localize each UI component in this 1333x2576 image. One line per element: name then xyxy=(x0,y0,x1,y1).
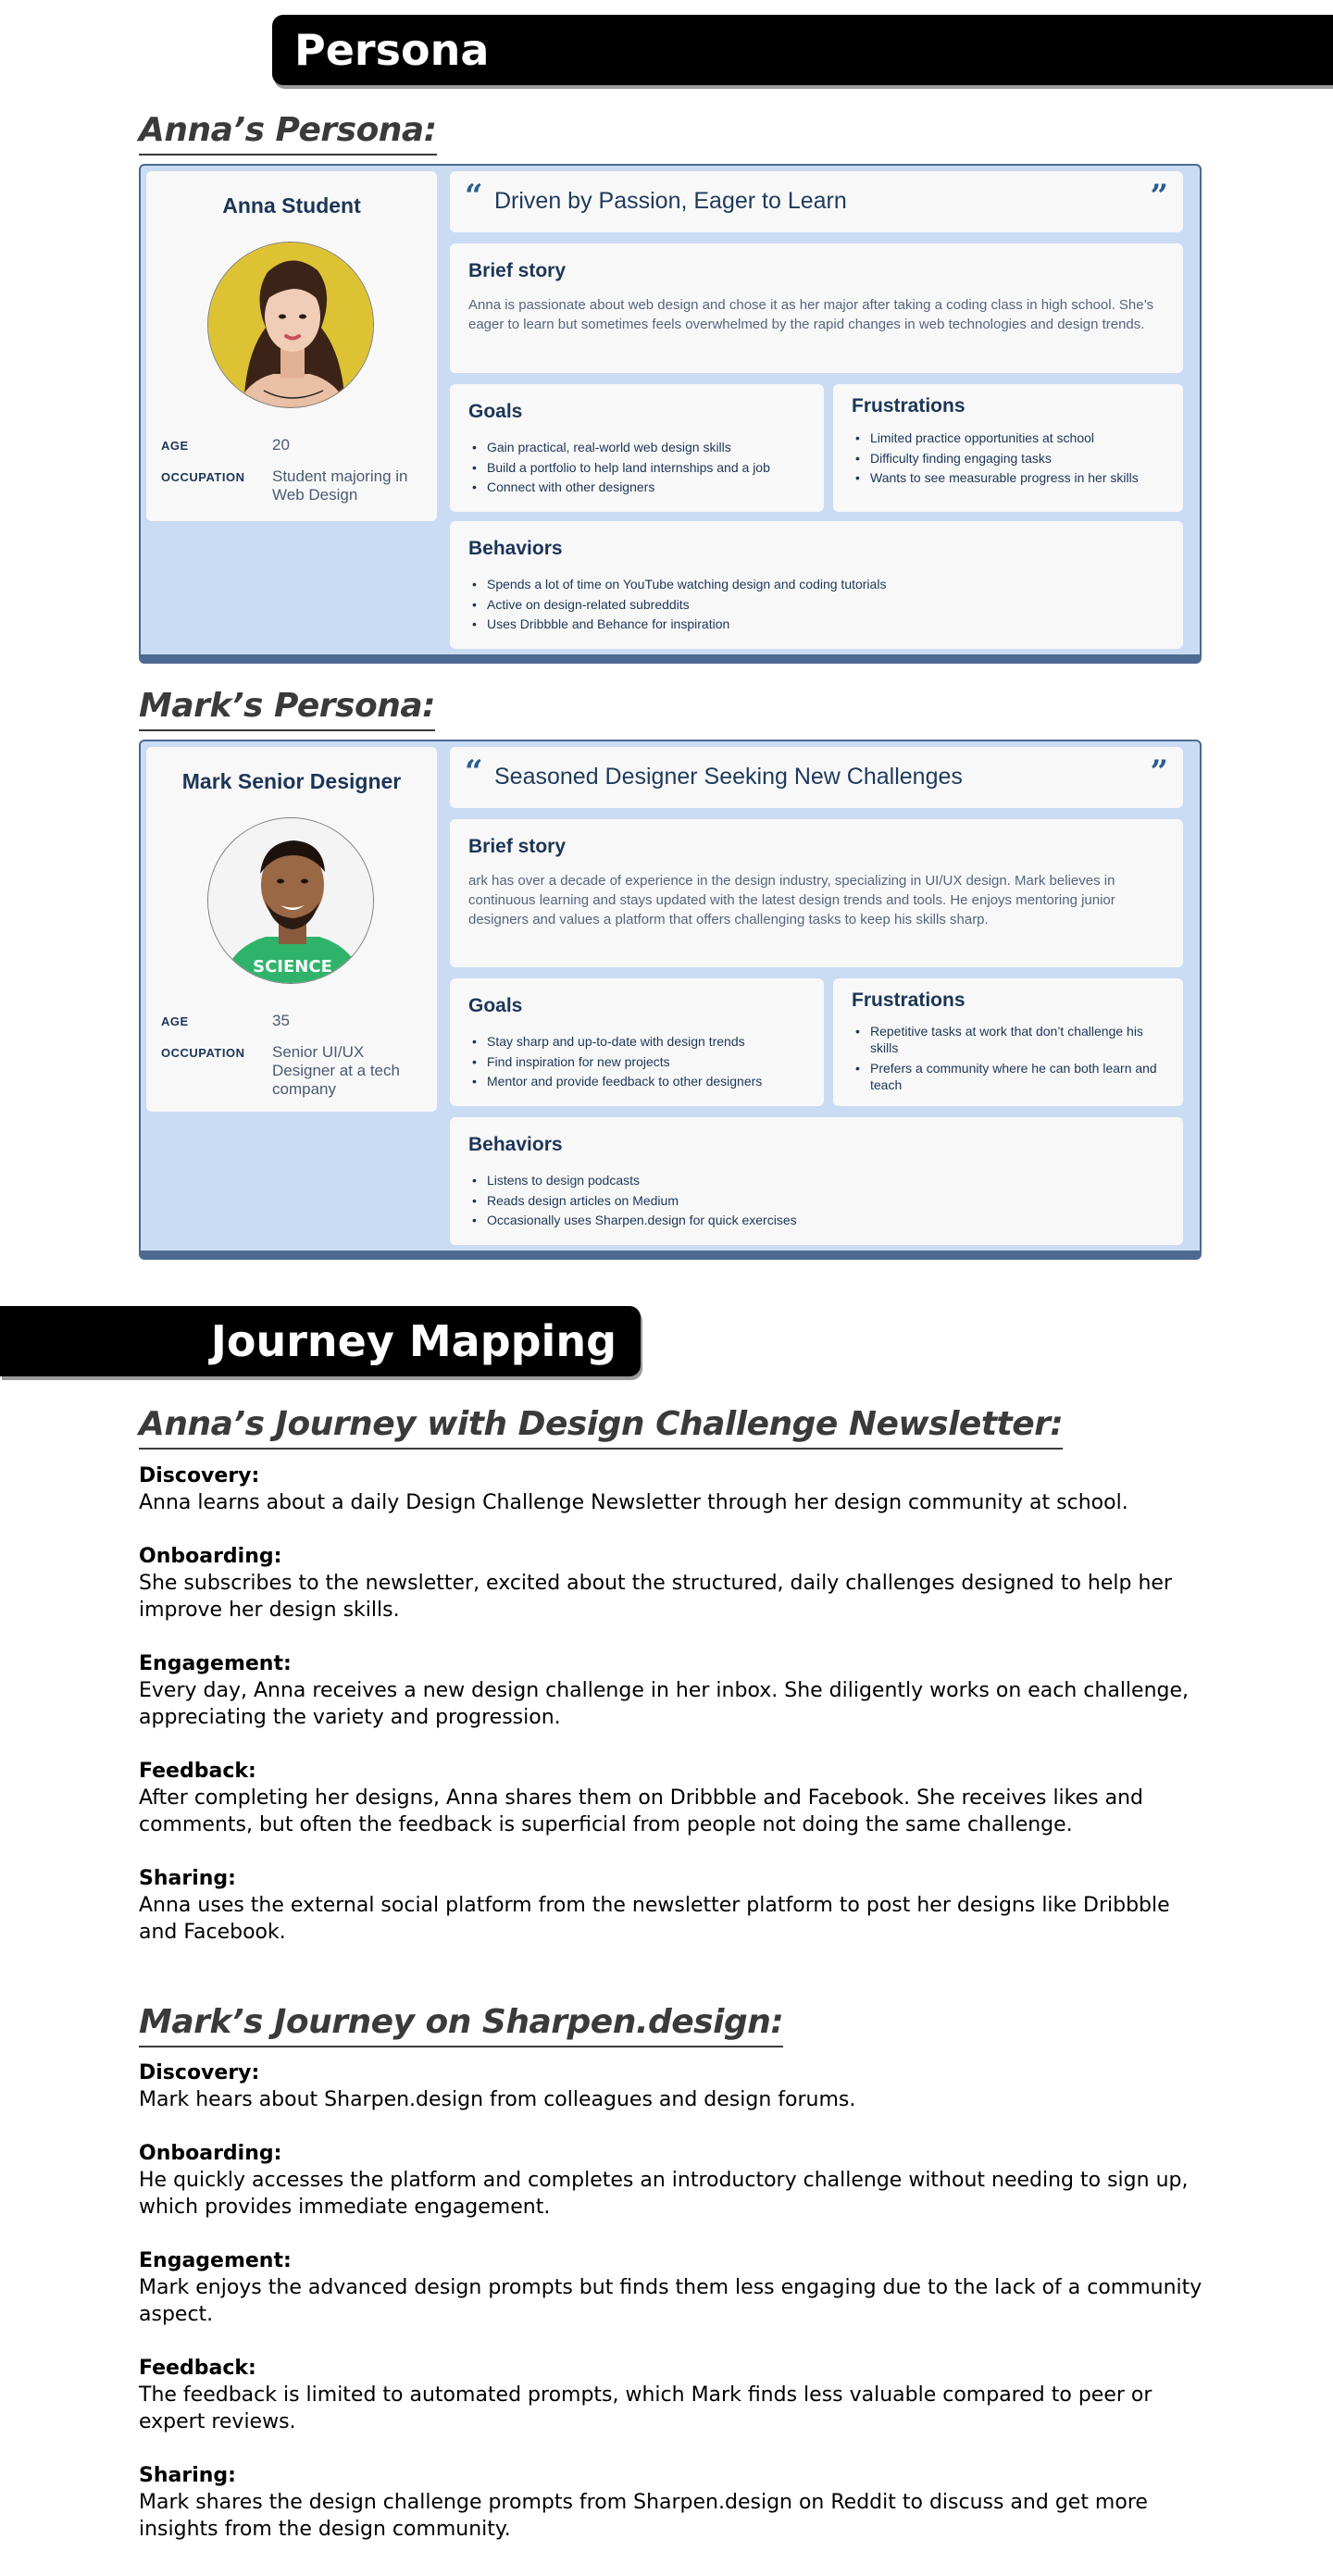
anna-frustrations-box xyxy=(833,384,1183,512)
journey-step-label: Feedback: xyxy=(139,1760,256,1783)
anna-behaviors-box xyxy=(450,521,1183,649)
anna-quote-box xyxy=(450,171,1183,232)
journey-step-text: Mark hears about Sharpen.design from colleagues and design forums. xyxy=(139,2088,856,2111)
journey-step-text: After completing her designs, Anna shares them on Dribbble and Facebook. She receives likes and comments, but often the feedback is superficial from people not doing the same challenge. xyxy=(139,1786,1144,1836)
frustrations-title: Frustrations xyxy=(852,395,965,417)
occupation-value: Student majoring in Web Design xyxy=(272,467,408,504)
journey-section-banner xyxy=(0,1306,641,1376)
open-quote-icon: “ xyxy=(465,753,483,790)
persona-section-title: Persona xyxy=(294,25,490,75)
list-item: • Stay sharp and up-to-date with design trends xyxy=(470,1032,811,1052)
list-item: • Prefers a community where he can both learn and teach xyxy=(853,1060,1170,1093)
journey-step-text: The feedback is limited to automated prompts, which Mark finds less valuable compared to peer or expert reviews. xyxy=(139,2383,1152,2433)
behaviors-list xyxy=(470,1171,1170,1231)
list-item: • Wants to see measurable progress in her skills xyxy=(853,468,1170,489)
mark-frustrations-box xyxy=(833,978,1183,1106)
goals-list xyxy=(470,1032,811,1092)
journey-step-label: Engagement: xyxy=(139,1652,292,1675)
persona-quote: Driven by Passion, Eager to Learn xyxy=(494,188,847,214)
age-value: 20 xyxy=(272,436,290,454)
journey-step-label: Sharing: xyxy=(139,1867,236,1890)
anna-journey-heading: Anna’s Journey with Design Challenge Newsletter: xyxy=(139,1405,1063,1450)
mark-journey-feedback xyxy=(139,2355,1203,2435)
close-quote-icon: ” xyxy=(1150,178,1168,215)
mark-goals-box xyxy=(450,978,824,1106)
list-item: • Find inspiration for new projects xyxy=(470,1052,811,1073)
journey-step-label: Onboarding: xyxy=(139,1545,282,1568)
goals-title: Goals xyxy=(468,995,523,1016)
list-item: • Mentor and provide feedback to other designers xyxy=(470,1072,811,1092)
list-item: • Uses Dribbble and Behance for inspiration xyxy=(470,615,1170,635)
persona-name: Anna Student xyxy=(222,193,361,218)
age-label: AGE xyxy=(161,1014,189,1028)
journey-step-label: Onboarding: xyxy=(139,2142,282,2165)
story-title: Brief story xyxy=(468,260,567,281)
list-item: • Connect with other designers xyxy=(470,478,811,498)
occupation-label: OCCUPATION xyxy=(161,1046,245,1060)
list-item: • Active on design-related subreddits xyxy=(470,595,1170,616)
shirt-text: SCIENCE xyxy=(253,957,332,977)
mark-profile-panel xyxy=(146,747,437,1112)
journey-section-title: Journey Mapping xyxy=(210,1316,617,1366)
journey-step-label: Discovery: xyxy=(139,1464,260,1487)
journey-step-text: Mark shares the design challenge prompts from Sharpen.design on Reddit to discuss and get more insights from the design community. xyxy=(139,2491,1148,2541)
occupation-label: OCCUPATION xyxy=(161,470,245,484)
list-item: • Occasionally uses Sharpen.design for quick exercises xyxy=(470,1211,1170,1231)
mark-persona-heading: Mark’s Persona: xyxy=(139,687,435,731)
story-text: Anna is passionate about web design and chose it as her major after taking a coding class in high school. She’s eager to learn but sometimes feels overwhelmed by the rapid changes in web technologies and design trends. xyxy=(468,297,1154,332)
journey-step-text: Anna learns about a daily Design Challenge Newsletter through her design community at school. xyxy=(139,1491,1128,1514)
anna-portrait-image xyxy=(208,243,374,408)
open-quote-icon: “ xyxy=(465,178,483,215)
frustrations-title: Frustrations xyxy=(852,989,965,1011)
journey-step-text: She subscribes to the newsletter, excited about the structured, daily challenges designed to help her improve her design skills. xyxy=(139,1572,1173,1622)
story-text: ark has over a decade of experience in the design industry, specializing in UI/UX design. Mark believes in continuous learning and stays updated with the latest design trends and tools. He enjoys mentoring junior designers and values a platform that offers challenging tasks to keep his skills sharp. xyxy=(468,873,1115,927)
mark-portrait-image xyxy=(208,818,374,984)
anna-journey-engagement xyxy=(139,1650,1203,1731)
mark-quote-box xyxy=(450,747,1183,808)
mark-journey-heading: Mark’s Journey on Sharpen.design: xyxy=(139,2003,783,2047)
age-value: 35 xyxy=(272,1012,290,1029)
mark-journey-sharing xyxy=(139,2462,1203,2543)
journey-step-text: Mark enjoys the advanced design prompts but finds them less engaging due to the lack of a community aspect. xyxy=(139,2276,1202,2326)
journey-step-label: Sharing: xyxy=(139,2464,236,2487)
list-item: • Reads design articles on Medium xyxy=(470,1191,1170,1212)
journey-step-label: Feedback: xyxy=(139,2357,256,2380)
anna-journey-onboarding xyxy=(139,1543,1203,1624)
mark-avatar xyxy=(207,817,374,984)
behaviors-title: Behaviors xyxy=(468,1134,563,1155)
anna-goals-box xyxy=(450,384,824,512)
occupation-value: Senior UI/UX Designer at a tech company xyxy=(272,1043,400,1098)
mark-persona-card xyxy=(139,740,1202,1260)
mark-journey-discovery xyxy=(139,2060,1203,2113)
list-item: • Gain practical, real-world web design skills xyxy=(470,438,811,458)
persona-name: Mark Senior Designer xyxy=(181,769,402,793)
persona-quote: Seasoned Designer Seeking New Challenges xyxy=(494,764,963,790)
anna-persona-card xyxy=(139,164,1202,664)
list-item: • Listens to design podcasts xyxy=(470,1171,1170,1191)
mark-behaviors-box xyxy=(450,1117,1183,1245)
age-label: AGE xyxy=(161,439,189,453)
list-item: • Build a portfolio to help land internships and a job xyxy=(470,458,811,479)
behaviors-title: Behaviors xyxy=(468,538,563,559)
anna-journey-feedback xyxy=(139,1758,1203,1838)
journey-step-text: Every day, Anna receives a new design challenge in her inbox. She diligently works on each challenge, appreciating the variety and progression. xyxy=(139,1679,1190,1729)
anna-journey-sharing xyxy=(139,1865,1203,1946)
journey-step-label: Engagement: xyxy=(139,2249,292,2272)
frustrations-list xyxy=(853,429,1170,489)
journey-step-label: Discovery: xyxy=(139,2061,260,2084)
journey-step-text: He quickly accesses the platform and completes an introductory challenge without needing to sign up, which provides immediate engagement. xyxy=(139,2169,1189,2219)
story-title: Brief story xyxy=(468,836,567,857)
behaviors-list xyxy=(470,575,1170,635)
goals-list xyxy=(470,438,811,498)
persona-section-banner xyxy=(272,15,1333,85)
list-item: • Limited practice opportunities at school xyxy=(853,429,1170,449)
frustrations-list xyxy=(853,1023,1170,1093)
anna-story-box xyxy=(450,243,1183,373)
anna-avatar xyxy=(207,242,374,408)
list-item: • Spends a lot of time on YouTube watching design and coding tutorials xyxy=(470,575,1170,595)
mark-journey-engagement xyxy=(139,2247,1203,2328)
close-quote-icon: ” xyxy=(1150,753,1168,790)
anna-journey-discovery xyxy=(139,1462,1203,1516)
goals-title: Goals xyxy=(468,401,523,422)
mark-journey-onboarding xyxy=(139,2140,1203,2221)
list-item: • Difficulty finding engaging tasks xyxy=(853,449,1170,469)
list-item: • Repetitive tasks at work that don’t challenge his skills xyxy=(853,1023,1170,1056)
journey-step-text: Anna uses the external social platform from the newsletter platform to post her designs like Dribbble and Facebook. xyxy=(139,1894,1170,1944)
anna-profile-panel xyxy=(146,171,437,521)
mark-story-box xyxy=(450,819,1183,967)
anna-persona-heading: Anna’s Persona: xyxy=(139,111,437,156)
